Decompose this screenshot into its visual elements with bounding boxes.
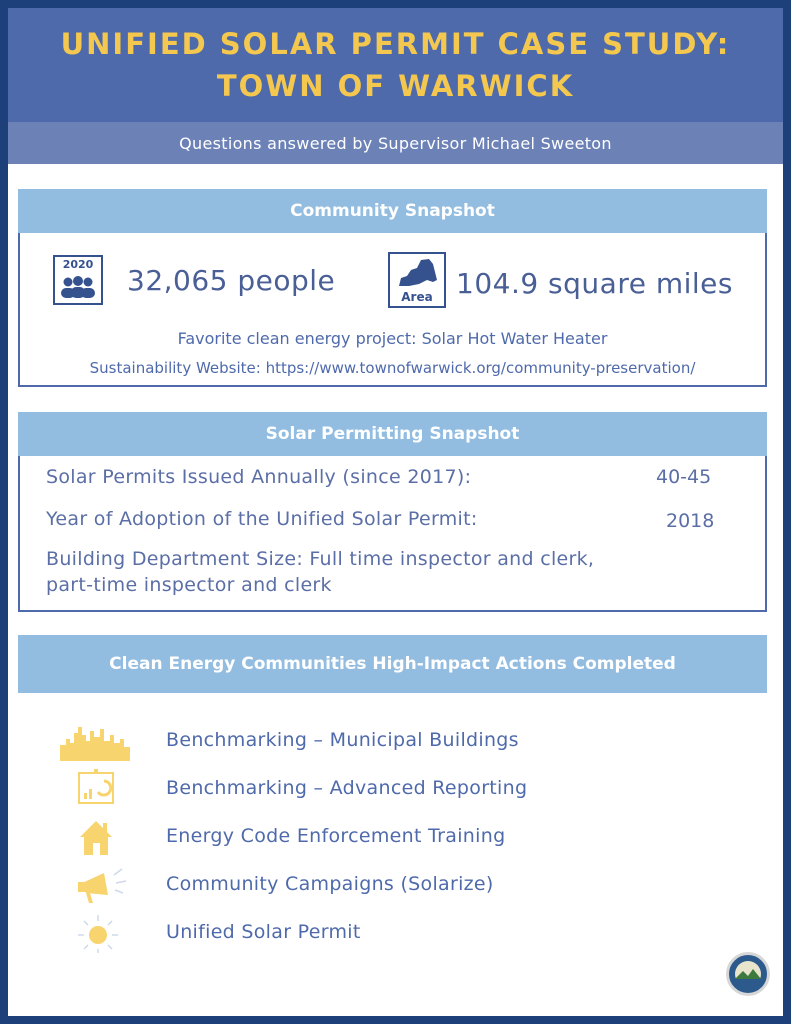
adoption-year-value: 2018 <box>666 510 715 532</box>
action-label: Benchmarking – Advanced Reporting <box>166 777 528 799</box>
permitting-snapshot-heading <box>18 412 767 456</box>
action-item <box>8 721 783 761</box>
state-shape-icon <box>391 256 445 292</box>
action-label: Energy Code Enforcement Training <box>166 825 506 847</box>
people-icon <box>55 273 101 303</box>
adoption-year-label: Year of Adoption of the Unified Solar Permit: <box>46 508 478 530</box>
title-banner <box>8 8 783 122</box>
department-size-line-1: Building Department Size: Full time inspector and clerk, <box>46 548 595 570</box>
action-label: Community Campaigns (Solarize) <box>166 873 494 895</box>
permitting-snapshot-heading-text: Solar Permitting Snapshot <box>265 424 520 444</box>
organization-seal-logo <box>726 952 770 996</box>
seal-inner <box>735 961 761 987</box>
page-title-line-2: TOWN OF WARWICK <box>216 69 575 103</box>
house-icon <box>60 817 130 857</box>
sustainability-website: Sustainability Website: https://www.townofwarwick.org/community-preservation/ <box>89 359 696 377</box>
action-label: Benchmarking – Municipal Buildings <box>166 729 519 751</box>
action-label: Unified Solar Permit <box>166 921 361 943</box>
community-snapshot-heading <box>18 189 767 233</box>
sun-icon <box>60 913 130 953</box>
permits-issued-value: 40-45 <box>656 466 712 488</box>
population-stat <box>53 255 335 305</box>
community-snapshot-heading-text: Community Snapshot <box>290 201 495 221</box>
community-snapshot-box <box>18 233 767 387</box>
subtitle-bar <box>8 122 783 164</box>
megaphone-icon <box>60 865 130 905</box>
permits-issued-label: Solar Permits Issued Annually (since 2017): <box>46 466 472 488</box>
area-label: Area <box>401 290 433 304</box>
actions-heading-text: Clean Energy Communities High-Impact Actions Completed <box>109 654 676 674</box>
action-item <box>8 913 783 953</box>
action-item <box>8 769 783 809</box>
population-value: 32,065 people <box>127 263 336 297</box>
city-skyline-icon <box>60 721 130 761</box>
favorite-project: Favorite clean energy project: Solar Hot Water Heater <box>177 329 608 348</box>
area-value: 104.9 square miles <box>456 266 733 300</box>
infographic-page <box>8 8 783 1016</box>
area-map-icon <box>388 252 446 308</box>
census-year-label: 2020 <box>62 258 94 271</box>
area-stat <box>388 255 733 311</box>
presentation-board-icon <box>60 769 130 809</box>
subtitle: Questions answered by Supervisor Michael Sweeton <box>179 133 612 153</box>
action-item <box>8 865 783 905</box>
department-size-line-2: part-time inspector and clerk <box>46 574 332 596</box>
seal-landscape-icon <box>735 961 761 987</box>
page-title-line-1: UNIFIED SOLAR PERMIT CASE STUDY: <box>60 27 731 61</box>
census-people-icon <box>53 255 103 305</box>
action-item <box>8 817 783 857</box>
permitting-snapshot-box <box>18 456 767 612</box>
actions-heading <box>18 635 767 693</box>
